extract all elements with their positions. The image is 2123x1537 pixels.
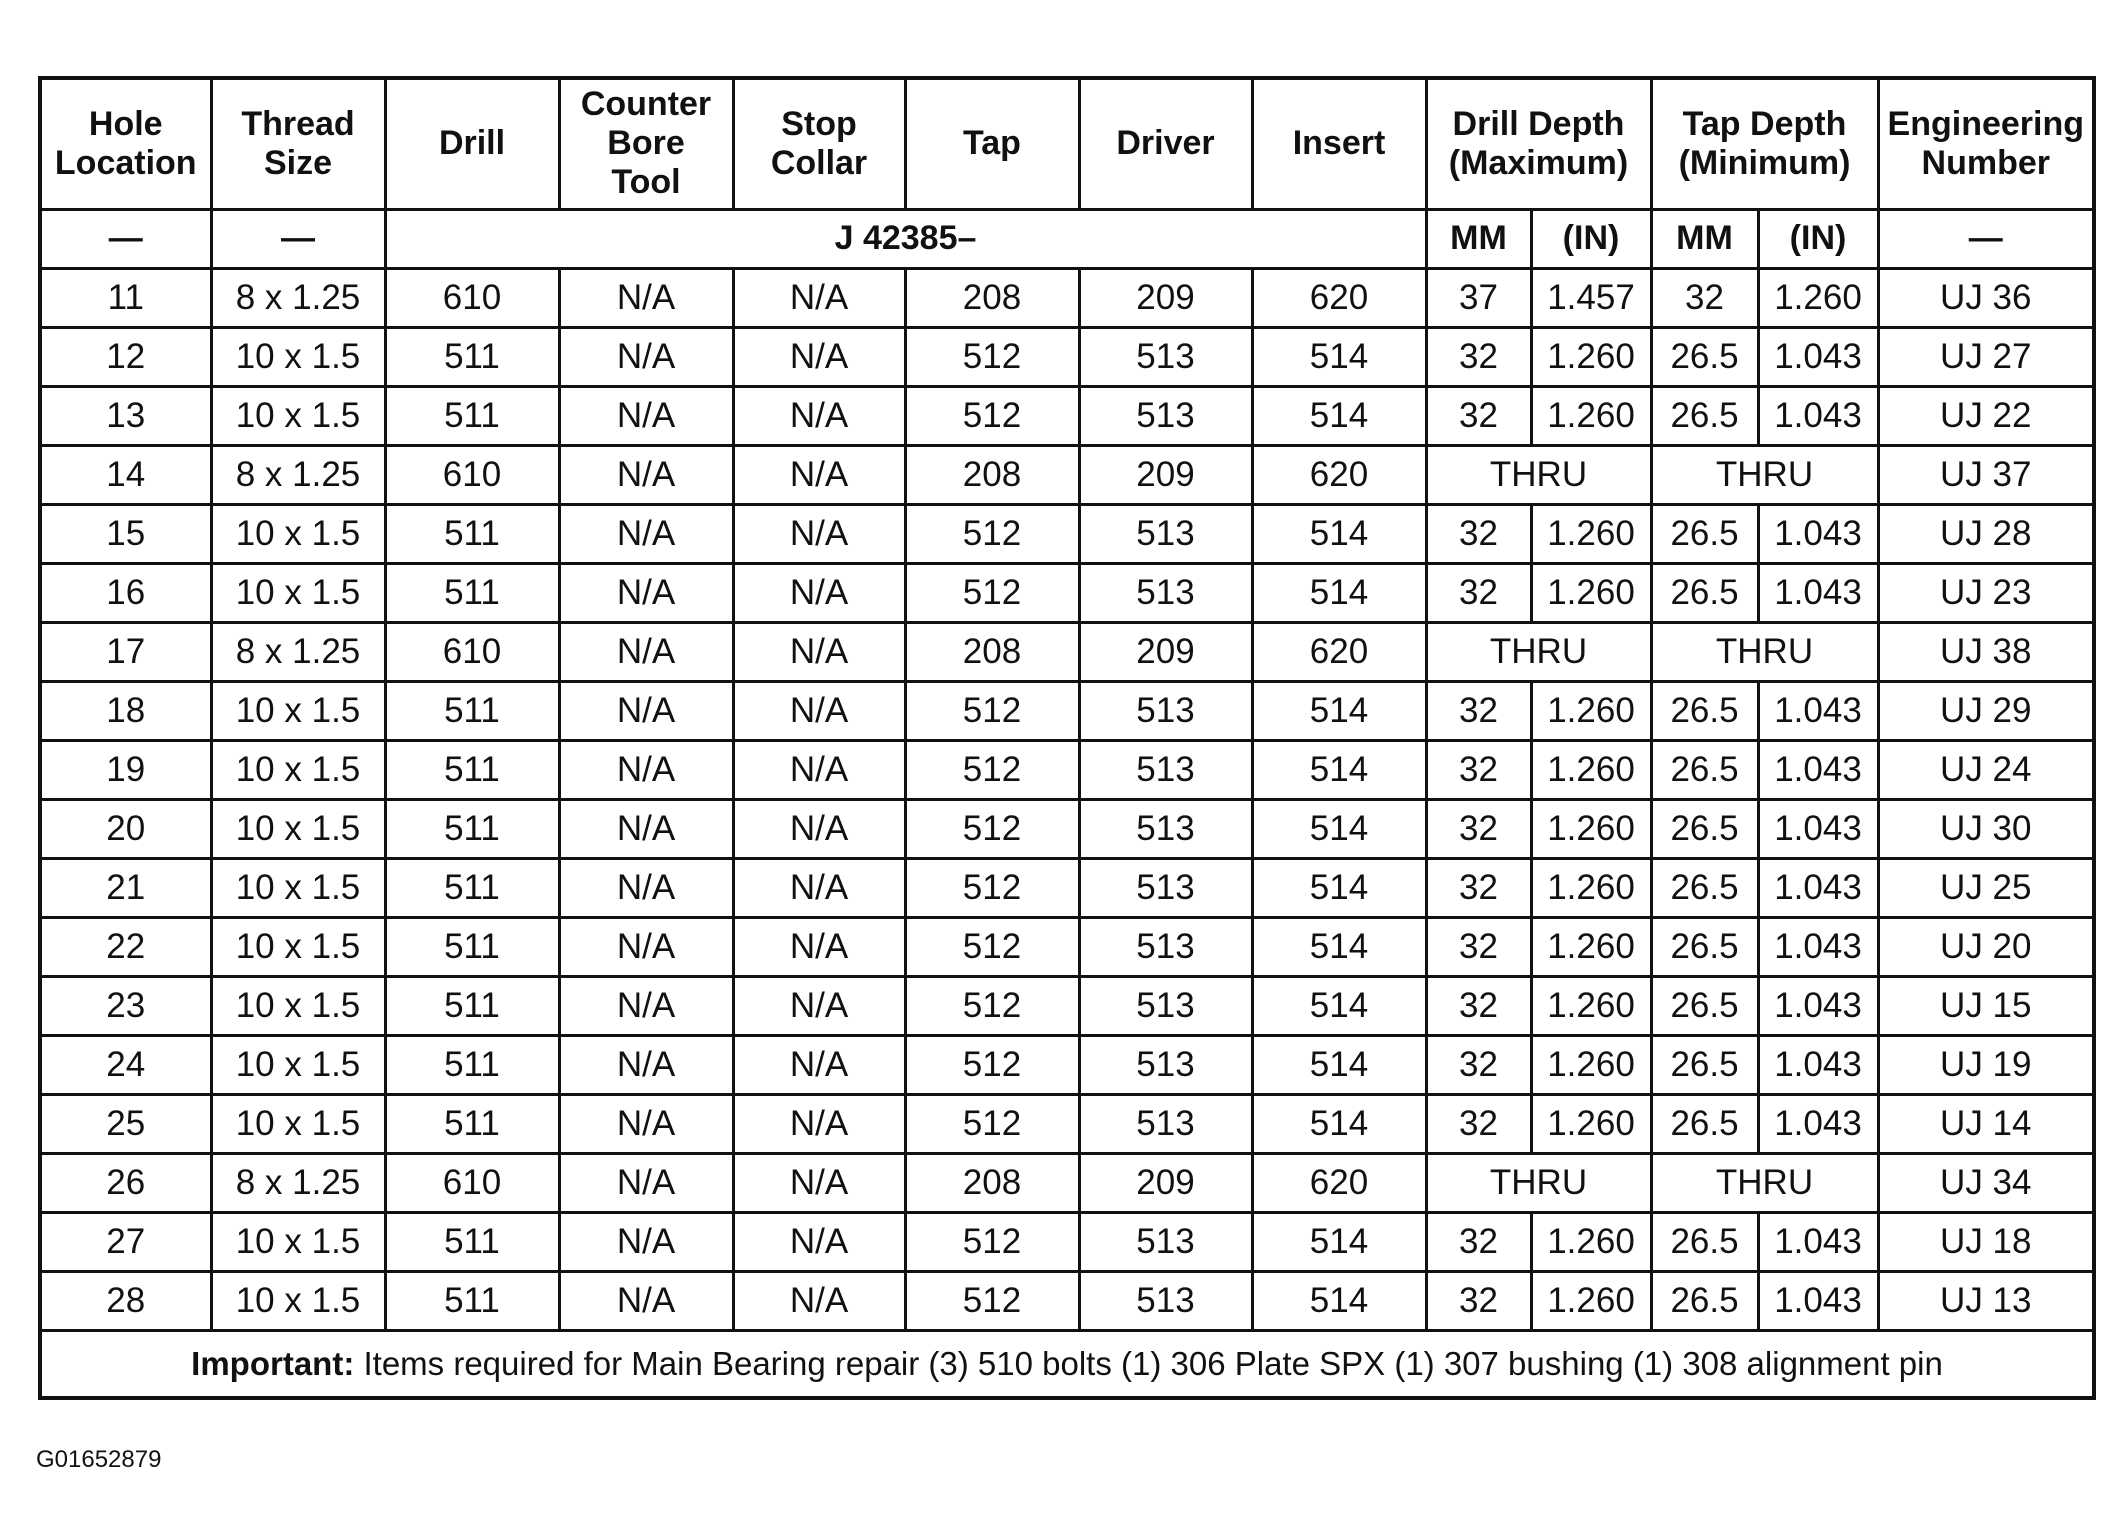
cell-drill: 511 — [385, 504, 559, 563]
table-row — [40, 858, 2094, 917]
cell-tap: 208 — [905, 445, 1079, 504]
cell-drill-depth-in: 1.260 — [1531, 1212, 1651, 1271]
cell-tap-depth-thru: THRU — [1651, 1153, 1878, 1212]
cell-stop-collar: N/A — [733, 563, 905, 622]
cell-drill: 511 — [385, 1271, 559, 1330]
cell-insert: 514 — [1252, 386, 1426, 445]
cell-thread-size: 10 x 1.5 — [211, 1094, 385, 1153]
cell-drill: 511 — [385, 386, 559, 445]
cell-counter-bore-tool: N/A — [559, 327, 733, 386]
cell-counter-bore-tool: N/A — [559, 1212, 733, 1271]
cell-drill: 511 — [385, 327, 559, 386]
cell-hole-location: 11 — [40, 268, 211, 327]
cell-thread-size: 10 x 1.5 — [211, 1271, 385, 1330]
cell-insert: 514 — [1252, 504, 1426, 563]
table-row — [40, 740, 2094, 799]
cell-engineering-number: UJ 36 — [1878, 268, 2094, 327]
header-drill — [385, 78, 559, 209]
cell-drill-depth-in: 1.457 — [1531, 268, 1651, 327]
subheader-hole-location: — — [40, 209, 211, 268]
cell-drill-depth-in: 1.260 — [1531, 976, 1651, 1035]
cell-drill-depth-mm: 32 — [1426, 563, 1531, 622]
cell-drill-depth-mm: 32 — [1426, 681, 1531, 740]
cell-thread-size: 10 x 1.5 — [211, 504, 385, 563]
cell-tap-depth-thru: THRU — [1651, 622, 1878, 681]
cell-driver: 513 — [1079, 1035, 1252, 1094]
cell-drill-depth-mm: 32 — [1426, 1212, 1531, 1271]
table-row — [40, 563, 2094, 622]
cell-tap-depth-in: 1.043 — [1758, 327, 1878, 386]
table-row — [40, 1094, 2094, 1153]
cell-drill-depth-mm: 32 — [1426, 504, 1531, 563]
cell-insert: 620 — [1252, 268, 1426, 327]
table-row — [40, 622, 2094, 681]
cell-insert: 514 — [1252, 1212, 1426, 1271]
cell-engineering-number: UJ 37 — [1878, 445, 2094, 504]
cell-tap: 208 — [905, 268, 1079, 327]
cell-tap-depth-mm: 26.5 — [1651, 1094, 1758, 1153]
table-row — [40, 976, 2094, 1035]
cell-driver: 513 — [1079, 1212, 1252, 1271]
cell-drill-depth-mm: 32 — [1426, 740, 1531, 799]
cell-drill: 610 — [385, 445, 559, 504]
subheader-thread-size: — — [211, 209, 385, 268]
header-line: Bore — [607, 124, 685, 163]
cell-tap: 512 — [905, 1035, 1079, 1094]
cell-tap-depth-in: 1.043 — [1758, 1212, 1878, 1271]
table-row — [40, 386, 2094, 445]
subheader-tap-mm: MM — [1651, 209, 1758, 268]
header-line: Tap Depth — [1682, 104, 1847, 143]
cell-thread-size: 10 x 1.5 — [211, 386, 385, 445]
cell-tap-depth-mm: 26.5 — [1651, 1271, 1758, 1330]
cell-drill-depth-mm: 32 — [1426, 1094, 1531, 1153]
cell-tap: 512 — [905, 563, 1079, 622]
cell-hole-location: 13 — [40, 386, 211, 445]
cell-drill-depth-mm: 32 — [1426, 799, 1531, 858]
cell-insert: 514 — [1252, 1094, 1426, 1153]
subheader-drill-mm: MM — [1426, 209, 1531, 268]
cell-tap-depth-mm: 26.5 — [1651, 681, 1758, 740]
cell-drill: 511 — [385, 799, 559, 858]
cell-thread-size: 10 x 1.5 — [211, 976, 385, 1035]
cell-stop-collar: N/A — [733, 1212, 905, 1271]
cell-stop-collar: N/A — [733, 858, 905, 917]
cell-engineering-number: UJ 19 — [1878, 1035, 2094, 1094]
cell-thread-size: 10 x 1.5 — [211, 327, 385, 386]
cell-engineering-number: UJ 15 — [1878, 976, 2094, 1035]
cell-drill-depth-in: 1.260 — [1531, 386, 1651, 445]
cell-drill-depth-in: 1.260 — [1531, 917, 1651, 976]
cell-drill-depth-in: 1.260 — [1531, 740, 1651, 799]
cell-insert: 620 — [1252, 622, 1426, 681]
cell-stop-collar: N/A — [733, 504, 905, 563]
cell-counter-bore-tool: N/A — [559, 1094, 733, 1153]
cell-tap: 512 — [905, 681, 1079, 740]
cell-stop-collar: N/A — [733, 1153, 905, 1212]
cell-drill-depth-in: 1.260 — [1531, 858, 1651, 917]
cell-drill: 511 — [385, 976, 559, 1035]
cell-tap-depth-in: 1.043 — [1758, 976, 1878, 1035]
cell-tap-depth-in: 1.043 — [1758, 917, 1878, 976]
cell-counter-bore-tool: N/A — [559, 268, 733, 327]
cell-drill: 511 — [385, 858, 559, 917]
table-row — [40, 1212, 2094, 1271]
subheader-tool-kit: J 42385– — [385, 209, 1426, 268]
cell-tap: 512 — [905, 858, 1079, 917]
header-line: Number — [1921, 143, 2050, 182]
cell-stop-collar: N/A — [733, 1094, 905, 1153]
cell-tap-depth-in: 1.043 — [1758, 1035, 1878, 1094]
cell-tap-depth-mm: 26.5 — [1651, 327, 1758, 386]
cell-engineering-number: UJ 22 — [1878, 386, 2094, 445]
table-row — [40, 1153, 2094, 1212]
table-body — [40, 268, 2094, 1330]
cell-tap: 512 — [905, 504, 1079, 563]
cell-tap-depth-mm: 26.5 — [1651, 1035, 1758, 1094]
cell-tap: 512 — [905, 327, 1079, 386]
cell-tap-depth-in: 1.043 — [1758, 563, 1878, 622]
header-tap-depth — [1651, 78, 1878, 209]
cell-insert: 514 — [1252, 1271, 1426, 1330]
header-counter-bore-tool — [559, 78, 733, 209]
header-insert — [1252, 78, 1426, 209]
cell-stop-collar: N/A — [733, 268, 905, 327]
cell-thread-size: 8 x 1.25 — [211, 1153, 385, 1212]
cell-drill: 511 — [385, 740, 559, 799]
cell-driver: 513 — [1079, 681, 1252, 740]
header-line: Size — [263, 143, 333, 182]
cell-tap: 512 — [905, 1271, 1079, 1330]
cell-drill: 511 — [385, 917, 559, 976]
cell-driver: 513 — [1079, 976, 1252, 1035]
cell-hole-location: 22 — [40, 917, 211, 976]
cell-tap-depth-mm: 26.5 — [1651, 858, 1758, 917]
cell-drill: 511 — [385, 1035, 559, 1094]
cell-drill-depth-mm: 32 — [1426, 1271, 1531, 1330]
cell-drill-depth-mm: 32 — [1426, 386, 1531, 445]
cell-tap: 512 — [905, 917, 1079, 976]
cell-drill-depth-thru: THRU — [1426, 445, 1651, 504]
cell-tap-depth-in: 1.043 — [1758, 504, 1878, 563]
cell-drill-depth-mm: 32 — [1426, 327, 1531, 386]
cell-hole-location: 20 — [40, 799, 211, 858]
header-line: Drill Depth — [1452, 104, 1625, 143]
cell-engineering-number: UJ 25 — [1878, 858, 2094, 917]
cell-stop-collar: N/A — [733, 1271, 905, 1330]
header-line: (Maximum) — [1448, 143, 1629, 182]
cell-thread-size: 10 x 1.5 — [211, 917, 385, 976]
cell-stop-collar: N/A — [733, 740, 905, 799]
cell-thread-size: 10 x 1.5 — [211, 1035, 385, 1094]
cell-hole-location: 15 — [40, 504, 211, 563]
cell-tap-depth-mm: 26.5 — [1651, 504, 1758, 563]
table-row — [40, 681, 2094, 740]
cell-hole-location: 19 — [40, 740, 211, 799]
footer-row — [40, 1330, 2094, 1398]
important-label: Important: — [191, 1344, 355, 1382]
cell-drill-depth-in: 1.260 — [1531, 563, 1651, 622]
cell-tap-depth-thru: THRU — [1651, 445, 1878, 504]
cell-counter-bore-tool: N/A — [559, 917, 733, 976]
header-line: Drill — [438, 124, 506, 163]
cell-hole-location: 21 — [40, 858, 211, 917]
cell-stop-collar: N/A — [733, 1035, 905, 1094]
cell-drill-depth-thru: THRU — [1426, 1153, 1651, 1212]
header-drill-depth — [1426, 78, 1651, 209]
header-line: Counter — [580, 85, 712, 124]
cell-insert: 514 — [1252, 917, 1426, 976]
cell-drill-depth-in: 1.260 — [1531, 799, 1651, 858]
cell-counter-bore-tool: N/A — [559, 622, 733, 681]
cell-thread-size: 10 x 1.5 — [211, 740, 385, 799]
cell-tap-depth-mm: 26.5 — [1651, 740, 1758, 799]
cell-thread-size: 10 x 1.5 — [211, 563, 385, 622]
cell-stop-collar: N/A — [733, 799, 905, 858]
cell-counter-bore-tool: N/A — [559, 740, 733, 799]
header-line: Stop — [781, 104, 857, 143]
table-row — [40, 445, 2094, 504]
cell-engineering-number: UJ 24 — [1878, 740, 2094, 799]
sub-header-row — [40, 209, 2094, 268]
cell-engineering-number: UJ 20 — [1878, 917, 2094, 976]
header-line: Collar — [770, 143, 868, 182]
cell-counter-bore-tool: N/A — [559, 445, 733, 504]
cell-tap: 512 — [905, 386, 1079, 445]
cell-insert: 514 — [1252, 1035, 1426, 1094]
cell-tap-depth-mm: 26.5 — [1651, 799, 1758, 858]
cell-engineering-number: UJ 38 — [1878, 622, 2094, 681]
cell-tap-depth-in: 1.043 — [1758, 858, 1878, 917]
cell-insert: 514 — [1252, 799, 1426, 858]
cell-engineering-number: UJ 18 — [1878, 1212, 2094, 1271]
cell-tap-depth-in: 1.043 — [1758, 740, 1878, 799]
cell-tap-depth-mm: 26.5 — [1651, 563, 1758, 622]
header-line: Location — [54, 143, 197, 182]
cell-insert: 514 — [1252, 858, 1426, 917]
cell-drill-depth-in: 1.260 — [1531, 1035, 1651, 1094]
figure-id: G01652879 — [36, 1446, 162, 1473]
table-row — [40, 268, 2094, 327]
header-line: Tool — [611, 163, 681, 202]
column-header-row — [40, 78, 2094, 209]
header-driver — [1079, 78, 1252, 209]
cell-tap-depth-mm: 26.5 — [1651, 976, 1758, 1035]
cell-driver: 513 — [1079, 858, 1252, 917]
cell-drill-depth-mm: 32 — [1426, 976, 1531, 1035]
cell-thread-size: 8 x 1.25 — [211, 622, 385, 681]
table-row — [40, 917, 2094, 976]
cell-tap: 208 — [905, 622, 1079, 681]
header-stop-collar — [733, 78, 905, 209]
cell-engineering-number: UJ 13 — [1878, 1271, 2094, 1330]
cell-driver: 513 — [1079, 563, 1252, 622]
cell-thread-size: 10 x 1.5 — [211, 858, 385, 917]
cell-counter-bore-tool: N/A — [559, 1035, 733, 1094]
header-thread-size — [211, 78, 385, 209]
header-line: Tap — [963, 124, 1021, 163]
cell-driver: 513 — [1079, 799, 1252, 858]
cell-counter-bore-tool: N/A — [559, 504, 733, 563]
header-engineering-number — [1878, 78, 2094, 209]
cell-drill-depth-in: 1.260 — [1531, 504, 1651, 563]
cell-tap-depth-mm: 32 — [1651, 268, 1758, 327]
cell-engineering-number: UJ 34 — [1878, 1153, 2094, 1212]
cell-drill-depth-mm: 32 — [1426, 858, 1531, 917]
cell-hole-location: 27 — [40, 1212, 211, 1271]
cell-counter-bore-tool: N/A — [559, 386, 733, 445]
header-line: Engineering — [1887, 104, 2084, 143]
cell-insert: 620 — [1252, 1153, 1426, 1212]
cell-insert: 514 — [1252, 976, 1426, 1035]
cell-tap-depth-mm: 26.5 — [1651, 1212, 1758, 1271]
cell-drill: 511 — [385, 1212, 559, 1271]
cell-tap-depth-in: 1.043 — [1758, 1094, 1878, 1153]
cell-driver: 513 — [1079, 740, 1252, 799]
cell-hole-location: 23 — [40, 976, 211, 1035]
cell-tap: 512 — [905, 740, 1079, 799]
cell-drill-depth-in: 1.260 — [1531, 1094, 1651, 1153]
table-row — [40, 504, 2094, 563]
cell-tap: 208 — [905, 1153, 1079, 1212]
cell-tap: 512 — [905, 1094, 1079, 1153]
cell-counter-bore-tool: N/A — [559, 858, 733, 917]
cell-hole-location: 28 — [40, 1271, 211, 1330]
cell-driver: 513 — [1079, 1094, 1252, 1153]
cell-tap: 512 — [905, 976, 1079, 1035]
cell-insert: 514 — [1252, 563, 1426, 622]
cell-drill: 610 — [385, 268, 559, 327]
cell-hole-location: 12 — [40, 327, 211, 386]
cell-tap-depth-in: 1.043 — [1758, 386, 1878, 445]
cell-tap-depth-mm: 26.5 — [1651, 917, 1758, 976]
cell-engineering-number: UJ 14 — [1878, 1094, 2094, 1153]
subheader-drill-in: (IN) — [1531, 209, 1651, 268]
cell-hole-location: 16 — [40, 563, 211, 622]
cell-drill-depth-thru: THRU — [1426, 622, 1651, 681]
cell-stop-collar: N/A — [733, 327, 905, 386]
cell-thread-size: 8 x 1.25 — [211, 445, 385, 504]
header-line: (Minimum) — [1678, 143, 1851, 182]
cell-driver: 513 — [1079, 327, 1252, 386]
cell-insert: 514 — [1252, 740, 1426, 799]
cell-counter-bore-tool: N/A — [559, 1153, 733, 1212]
cell-stop-collar: N/A — [733, 976, 905, 1035]
cell-drill: 511 — [385, 1094, 559, 1153]
cell-engineering-number: UJ 27 — [1878, 327, 2094, 386]
cell-tap: 512 — [905, 1212, 1079, 1271]
table-row — [40, 799, 2094, 858]
header-tap — [905, 78, 1079, 209]
cell-driver: 513 — [1079, 504, 1252, 563]
cell-hole-location: 14 — [40, 445, 211, 504]
header-line: Driver — [1116, 124, 1215, 163]
cell-stop-collar: N/A — [733, 917, 905, 976]
cell-driver: 209 — [1079, 268, 1252, 327]
cell-hole-location: 18 — [40, 681, 211, 740]
cell-drill-depth-mm: 37 — [1426, 268, 1531, 327]
cell-hole-location: 26 — [40, 1153, 211, 1212]
cell-drill-depth-in: 1.260 — [1531, 681, 1651, 740]
cell-stop-collar: N/A — [733, 386, 905, 445]
cell-drill: 511 — [385, 563, 559, 622]
subheader-tap-in: (IN) — [1758, 209, 1878, 268]
cell-stop-collar: N/A — [733, 622, 905, 681]
cell-hole-location: 25 — [40, 1094, 211, 1153]
cell-tap: 512 — [905, 799, 1079, 858]
cell-drill-depth-mm: 32 — [1426, 917, 1531, 976]
cell-thread-size: 10 x 1.5 — [211, 1212, 385, 1271]
subheader-engineering-number: — — [1878, 209, 2094, 268]
cell-thread-size: 8 x 1.25 — [211, 268, 385, 327]
table-row — [40, 1035, 2094, 1094]
cell-driver: 513 — [1079, 1271, 1252, 1330]
thread-repair-table — [38, 76, 2096, 1400]
table-row — [40, 327, 2094, 386]
cell-stop-collar: N/A — [733, 445, 905, 504]
important-note — [40, 1330, 2094, 1398]
header-line: Thread — [241, 104, 355, 143]
cell-hole-location: 24 — [40, 1035, 211, 1094]
cell-tap-depth-in: 1.043 — [1758, 681, 1878, 740]
cell-driver: 513 — [1079, 386, 1252, 445]
cell-drill-depth-in: 1.260 — [1531, 1271, 1651, 1330]
cell-tap-depth-in: 1.043 — [1758, 1271, 1878, 1330]
cell-tap-depth-in: 1.043 — [1758, 799, 1878, 858]
cell-counter-bore-tool: N/A — [559, 1271, 733, 1330]
cell-driver: 209 — [1079, 622, 1252, 681]
cell-thread-size: 10 x 1.5 — [211, 681, 385, 740]
header-line: Insert — [1292, 124, 1386, 163]
cell-counter-bore-tool: N/A — [559, 976, 733, 1035]
cell-counter-bore-tool: N/A — [559, 799, 733, 858]
important-text: Items required for Main Bearing repair (3) 510 bolts (1) 306 Plate SPX (1) 307 bushing (1) 308 alignment pin — [354, 1344, 1943, 1382]
cell-driver: 209 — [1079, 1153, 1252, 1212]
cell-tap-depth-in: 1.260 — [1758, 268, 1878, 327]
cell-drill-depth-in: 1.260 — [1531, 327, 1651, 386]
cell-counter-bore-tool: N/A — [559, 563, 733, 622]
cell-engineering-number: UJ 30 — [1878, 799, 2094, 858]
cell-tap-depth-mm: 26.5 — [1651, 386, 1758, 445]
cell-engineering-number: UJ 23 — [1878, 563, 2094, 622]
cell-insert: 514 — [1252, 681, 1426, 740]
header-hole-location — [40, 78, 211, 209]
cell-insert: 514 — [1252, 327, 1426, 386]
table-row — [40, 1271, 2094, 1330]
cell-engineering-number: UJ 29 — [1878, 681, 2094, 740]
cell-drill: 610 — [385, 1153, 559, 1212]
cell-stop-collar: N/A — [733, 681, 905, 740]
cell-insert: 620 — [1252, 445, 1426, 504]
cell-thread-size: 10 x 1.5 — [211, 799, 385, 858]
cell-driver: 209 — [1079, 445, 1252, 504]
cell-driver: 513 — [1079, 917, 1252, 976]
cell-drill-depth-mm: 32 — [1426, 1035, 1531, 1094]
cell-engineering-number: UJ 28 — [1878, 504, 2094, 563]
header-line: Hole — [88, 104, 163, 143]
cell-counter-bore-tool: N/A — [559, 681, 733, 740]
cell-drill: 610 — [385, 622, 559, 681]
cell-hole-location: 17 — [40, 622, 211, 681]
cell-drill: 511 — [385, 681, 559, 740]
